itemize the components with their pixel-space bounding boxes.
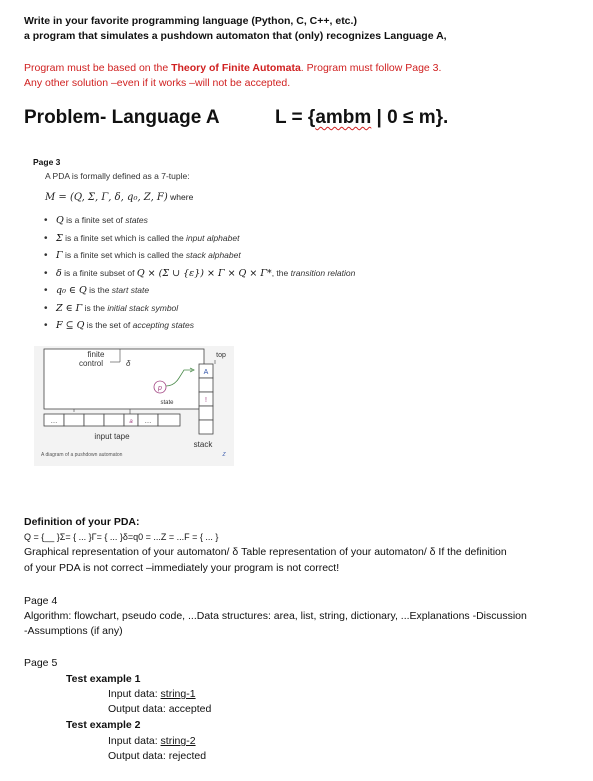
stack-top-symbol: A: [203, 369, 209, 376]
stack-bottom-symbol: Z: [222, 452, 226, 458]
comp-ital: accepting states: [132, 320, 195, 330]
state-label: state: [160, 400, 174, 406]
pda-tuple: [45, 192, 193, 203]
comp-ital: input alphabet: [186, 232, 240, 243]
comp-ital: stack alphabet: [185, 250, 241, 260]
tape-cell: [104, 414, 124, 426]
lang-suffix: | 0 ≤ m}.: [371, 107, 449, 128]
tape-cell: [64, 414, 84, 426]
control-label: control: [78, 359, 104, 368]
test-2-input-value: string-2: [160, 735, 196, 747]
lang-word: ambm: [315, 107, 372, 128]
stack-label: stack: [193, 440, 213, 449]
comp-math: Q: [56, 215, 64, 226]
comp-ital: transition relation: [290, 267, 356, 278]
tape-cell-0: …: [50, 418, 58, 425]
graph-representation-line-2: of your PDA is not correct –immediately your program is not correct!: [24, 562, 340, 574]
requirements-line-1: [24, 61, 441, 76]
test-2-output: Output data: rejected: [108, 750, 207, 762]
stack-cell: [199, 378, 213, 392]
test-1-output: Output data: accepted: [108, 703, 212, 715]
comp-math: F ⊆ Q: [56, 320, 85, 331]
req-bold: Theory of Finite Automata: [171, 62, 301, 74]
comp-math: Σ: [56, 232, 63, 244]
req-post: . Program must follow Page 3.: [300, 62, 442, 74]
comp-text: is the: [86, 285, 112, 295]
comp-ital: start state: [111, 285, 150, 295]
pda-definition-heading: Definition of your PDA:: [24, 516, 140, 528]
stack-mid-symbol: !: [205, 397, 207, 404]
requirements-block: [24, 61, 441, 91]
list-item: • Q is a finite set of states: [44, 215, 148, 226]
tape-cell-2: a: [129, 419, 133, 425]
page5-label: Page 5: [24, 657, 58, 669]
component-list: [44, 212, 355, 335]
language-definition: [275, 107, 448, 129]
pda-definition-template: Q = {__ }Σ= { ... }Γ= { ... }δ=q0 = ...Z = ...F = { ... }: [24, 532, 219, 542]
comp-text: is a finite set which is called the: [62, 250, 186, 260]
req-pre: Program must be based on the: [24, 62, 172, 74]
tape-cell: [84, 414, 104, 426]
test-1-input-label: Input data:: [108, 688, 161, 700]
stack-cell: [199, 420, 213, 434]
comp-math: q₀ ∈ Q: [56, 285, 87, 296]
lang-prefix: L = {: [275, 107, 316, 128]
comp-text: is a finite set of: [63, 215, 126, 225]
requirements-line-2: Any other solution –even if it works –will not be accepted.: [24, 77, 291, 89]
pda-definition-text: A PDA is formally defined as a 7-tuple:: [45, 171, 190, 181]
comp-text: is the: [82, 302, 108, 313]
list-item: • Z ∈ Γ is the initial stack symbol: [44, 302, 179, 314]
list-item: • Γ is a finite set which is called the stack alphabet: [44, 250, 241, 261]
finite-control-box: [44, 349, 204, 409]
input-tape-label: input tape: [94, 432, 130, 441]
tape-cell: [158, 414, 180, 426]
test-2-input: [108, 735, 196, 747]
comp-text: is a finite subset of: [61, 267, 137, 278]
intro-line-2: a program that simulates a pushdown automaton that (only) recognizes Language A,: [24, 30, 447, 42]
test-2-input-label: Input data:: [108, 735, 161, 747]
top-label: top: [216, 352, 226, 359]
pda-diagram-svg: [34, 346, 234, 466]
intro-block: [24, 14, 447, 44]
intro-line-1: Write in your favorite programming language (Python, C, C++, etc.): [24, 15, 357, 27]
comp-math: Z ∈ Γ: [56, 302, 83, 314]
page4-line-1: Algorithm: flowchart, pseudo code, ...Data structures: area, list, string, dictionary, ...Explanations -Discussion: [24, 610, 527, 622]
comp-text: is the set of: [84, 320, 133, 330]
finite-label: finite: [87, 350, 105, 359]
comp-ital: initial stack symbol: [107, 302, 179, 313]
list-item: • q₀ ∈ Q is the start state: [44, 285, 150, 296]
problem-title: Problem- Language A: [24, 107, 220, 128]
list-item: • F ⊆ Q is the set of accepting states: [44, 320, 195, 331]
comp-ital: states: [125, 215, 148, 225]
page4-line-2: -Assumptions (if any): [24, 625, 123, 637]
comp-text: is a finite set which is called the: [62, 232, 187, 243]
tape-cell-3: …: [144, 418, 152, 425]
comp-extra-math: Q × (Σ ∪ {ε}) × Γ × Q × Γ*: [136, 267, 272, 279]
list-item: • Σ is a finite set which is called the input alphabet: [44, 232, 240, 244]
state-symbol: p: [158, 385, 162, 392]
tuple-where: where: [167, 192, 194, 202]
comp-math: δ: [56, 267, 62, 279]
diagram-caption: A diagram of a pushdown automaton: [41, 452, 123, 458]
test-1-input: [108, 688, 196, 700]
stack-cell: [199, 406, 213, 420]
list-item: • δ is a finite subset of Q × (Σ ∪ {ε}) × Γ × Q × Γ*, the transition relation: [44, 267, 356, 279]
test-1-input-value: string-1: [160, 688, 196, 700]
tuple-math: M = (Q, Σ, Γ, δ, q₀, Z, F): [45, 192, 168, 203]
page4-label: Page 4: [24, 595, 58, 607]
test-example-2-title: Test example 2: [66, 719, 141, 731]
graph-representation-line-1: Graphical representation of your automaton/ δ Table representation of your automaton/ δ If the definition: [24, 546, 507, 558]
comp-math: Γ: [56, 250, 63, 261]
comp-text2: , the: [271, 267, 291, 278]
pda-diagram: [34, 346, 234, 466]
page3-label: Page 3: [33, 157, 61, 167]
delta-symbol: δ: [126, 359, 131, 368]
test-example-1-title: Test example 1: [66, 673, 141, 685]
